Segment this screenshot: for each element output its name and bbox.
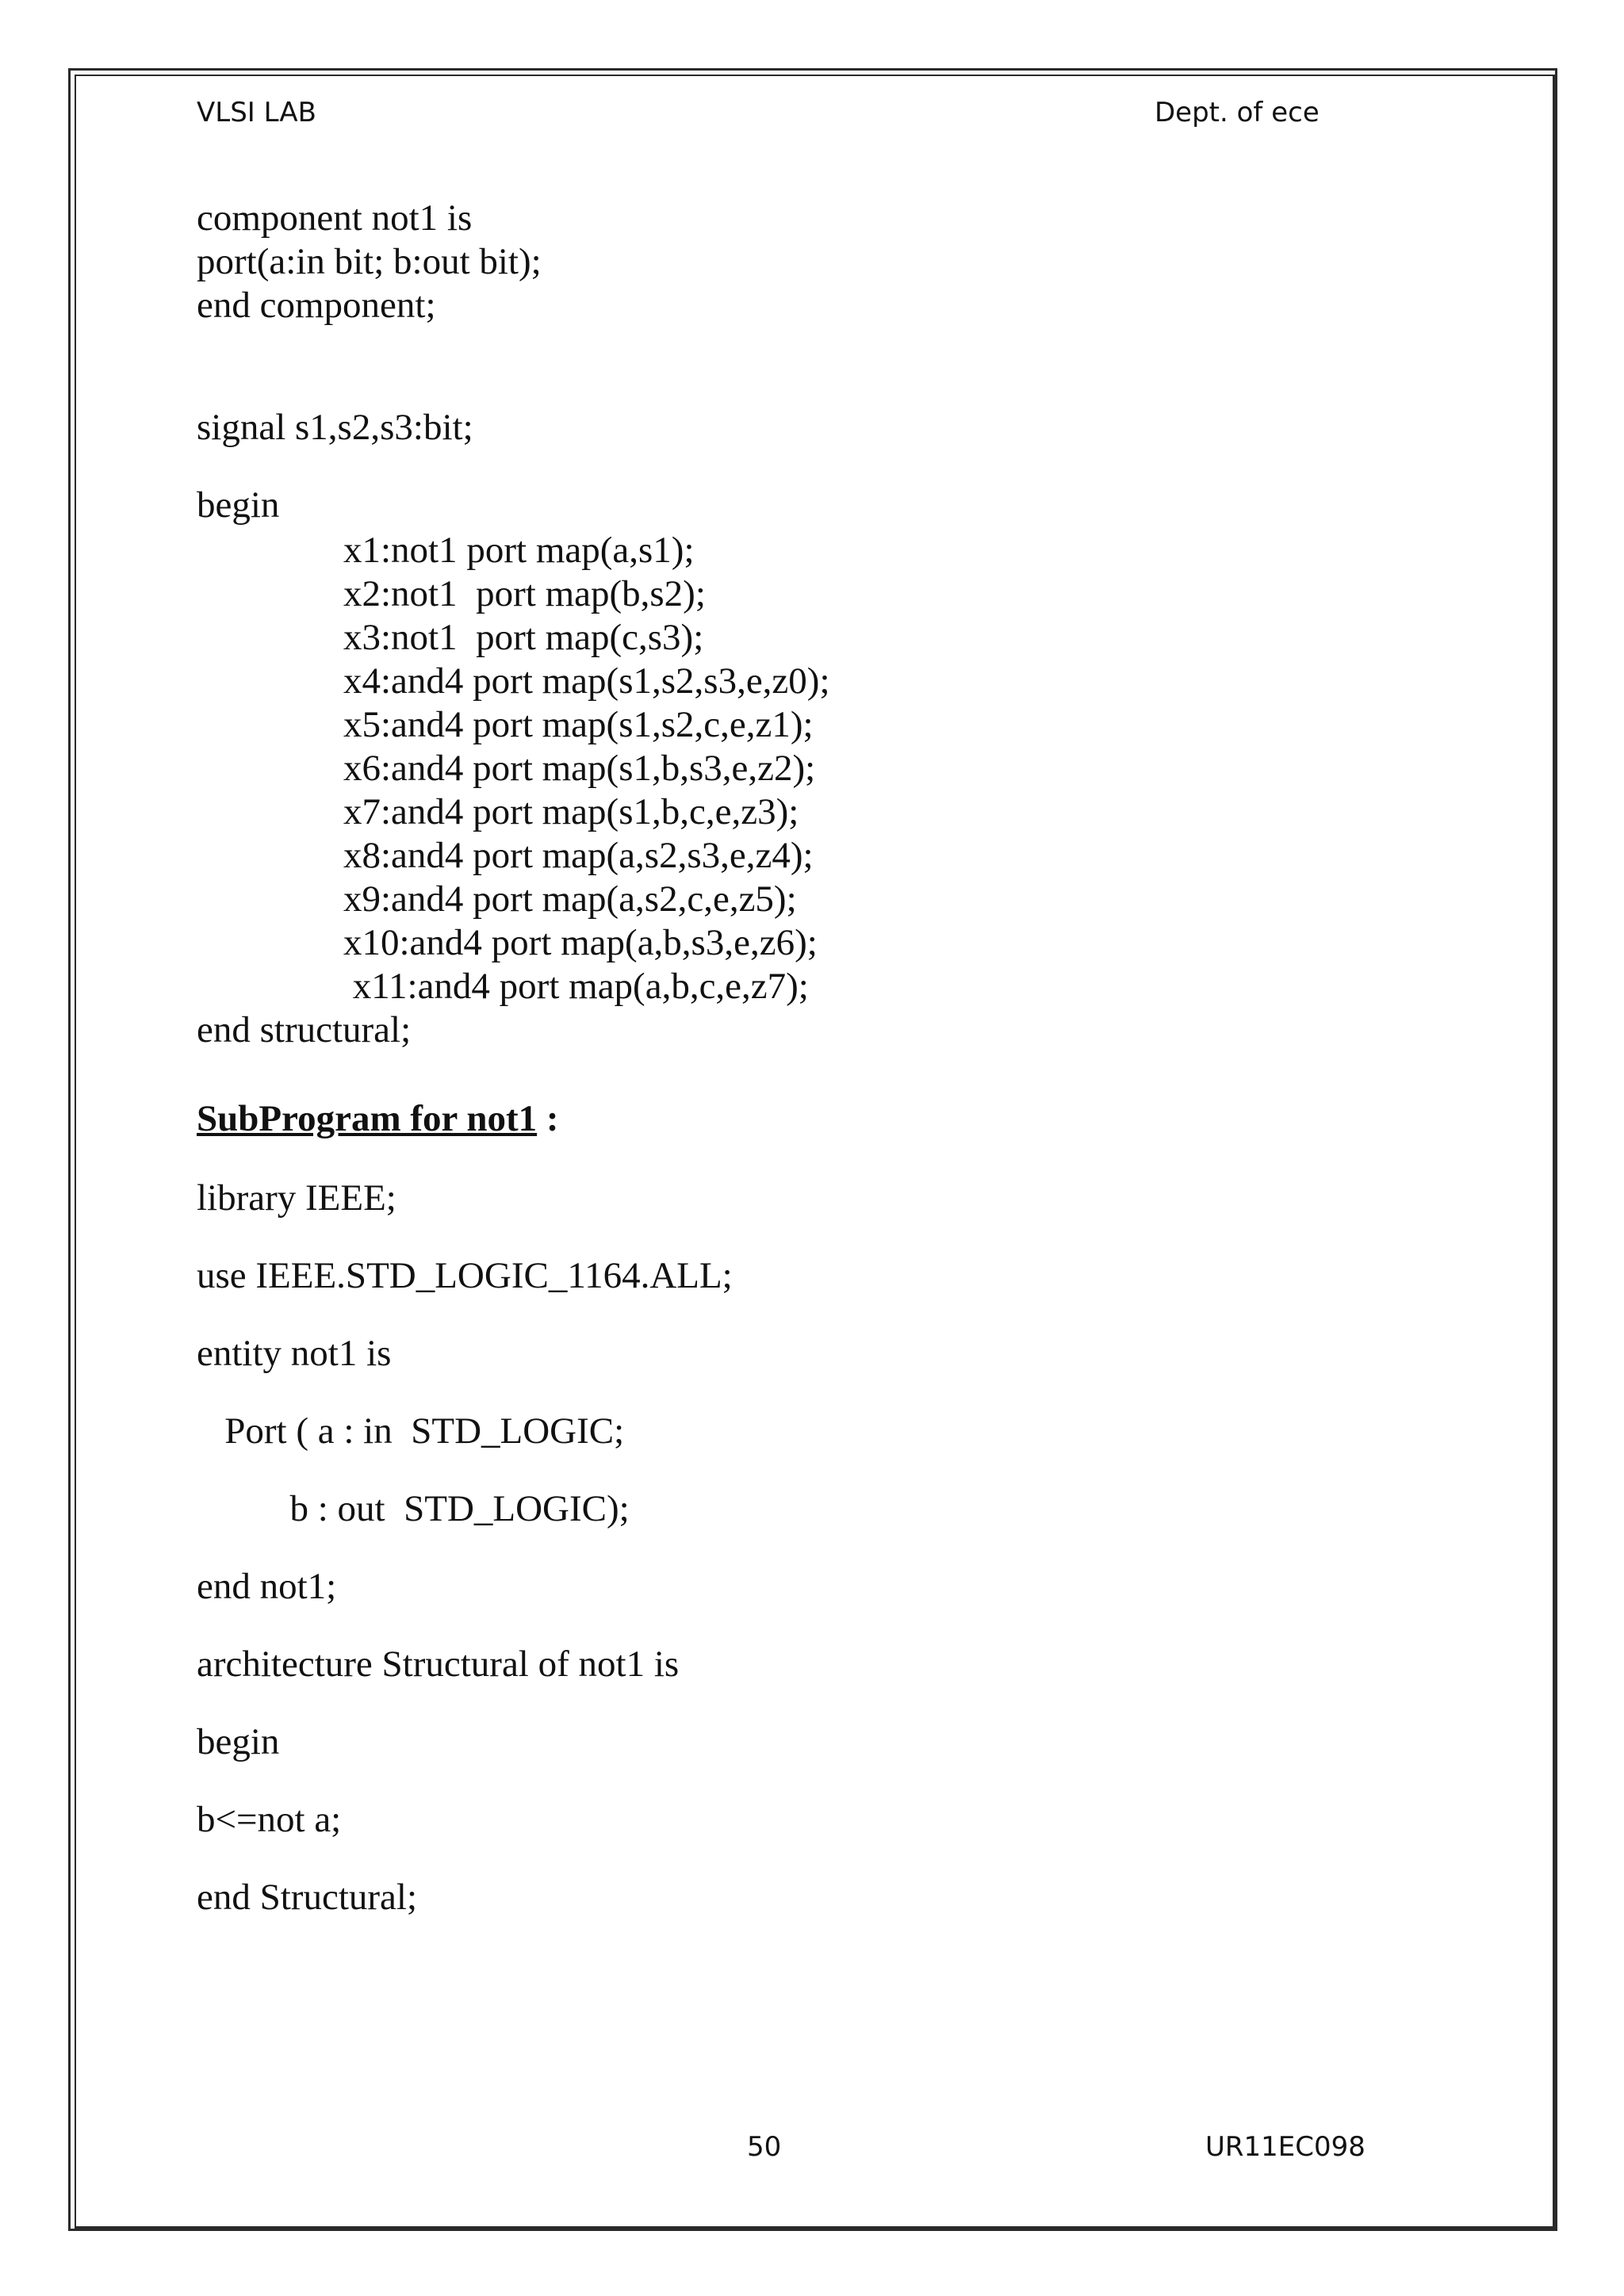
port-map-line: x7:and4 port map(s1,b,c,e,z3);: [343, 791, 799, 832]
subprogram-line: architecture Structural of not1 is: [197, 1644, 680, 1685]
code-line: port(a:in bit; b:out bit);: [197, 241, 542, 282]
subprogram-line: Port ( a : in STD_LOGIC;: [197, 1410, 625, 1452]
port-map-line: x4:and4 port map(s1,s2,s3,e,z0);: [343, 660, 830, 702]
roll-number: UR11EC098: [1205, 2131, 1365, 2163]
page-number: 50: [747, 2131, 782, 2163]
section-heading: [197, 1097, 559, 1140]
port-map-line: x8:and4 port map(a,s2,s3,e,z4);: [343, 835, 814, 876]
section-heading-suffix: :: [537, 1098, 559, 1139]
subprogram-line: entity not1 is: [197, 1333, 392, 1374]
section-heading-title: SubProgram for not1: [197, 1098, 538, 1139]
port-map-line: x6:and4 port map(s1,b,s3,e,z2);: [343, 748, 816, 789]
port-map-line: x3:not1 port map(c,s3);: [343, 617, 704, 658]
subprogram-line: b : out STD_LOGIC);: [197, 1488, 630, 1529]
port-map-line: x1:not1 port map(a,s1);: [343, 530, 695, 571]
port-map-line: x5:and4 port map(s1,s2,c,e,z1);: [343, 704, 814, 745]
code-line: begin: [197, 484, 280, 526]
code-line: end structural;: [197, 1009, 412, 1050]
port-map-line: x2:not1 port map(b,s2);: [343, 573, 706, 614]
subprogram-line: use IEEE.STD_LOGIC_1164.ALL;: [197, 1255, 733, 1296]
subprogram-line: library IEEE;: [197, 1177, 396, 1219]
header-left: VLSI LAB: [197, 97, 316, 128]
subprogram-line: end not1;: [197, 1566, 337, 1607]
port-map-line: x9:and4 port map(a,s2,c,e,z5);: [343, 878, 797, 920]
port-map-line: x10:and4 port map(a,b,s3,e,z6);: [343, 922, 818, 963]
port-map-line: x11:and4 port map(a,b,c,e,z7);: [343, 966, 809, 1007]
subprogram-line: end Structural;: [197, 1877, 418, 1918]
subprogram-line: begin: [197, 1721, 280, 1762]
header-right: Dept. of ece: [1155, 97, 1320, 128]
code-line: signal s1,s2,s3:bit;: [197, 407, 473, 448]
code-line: end component;: [197, 285, 436, 326]
code-line: component not1 is: [197, 197, 473, 239]
subprogram-line: b<=not a;: [197, 1799, 342, 1840]
